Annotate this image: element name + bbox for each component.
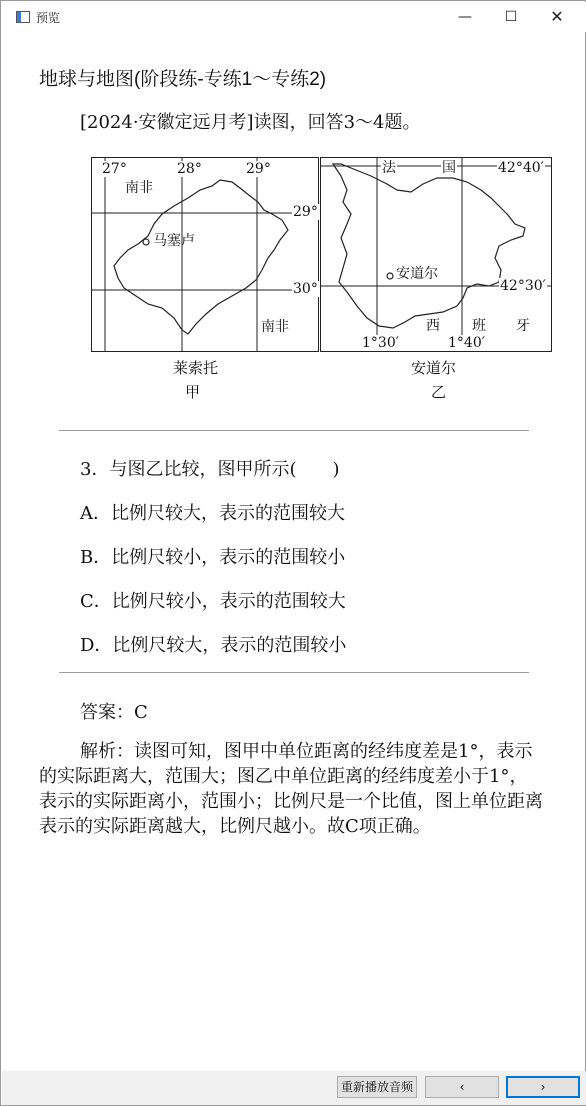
- separator: [59, 430, 529, 431]
- window-title: 预览: [36, 11, 61, 25]
- app-icon: [16, 11, 30, 23]
- caption-andorra: 安道尔: [411, 359, 457, 377]
- footer-bar: [2, 1071, 586, 1105]
- label-south-africa-top: 南非: [125, 180, 153, 196]
- question-stem: 3．与图乙比较，图甲所示( ): [80, 459, 340, 480]
- label-france-a: 法: [382, 160, 396, 176]
- answer-text: 答案：C: [80, 702, 148, 723]
- label-lat-42-30: 42°30′: [500, 278, 546, 294]
- maximize-button[interactable]: ☐: [504, 9, 518, 25]
- label-lon-28: 28°: [177, 161, 202, 177]
- label-lat-30: 30°: [293, 281, 318, 297]
- replay-audio-button[interactable]: 重新播放音频: [337, 1076, 417, 1098]
- option-c[interactable]: C．比例尺较小，表示的范围较大: [80, 591, 346, 612]
- label-lat-29: 29°: [293, 204, 318, 220]
- label-lon-27: 27°: [102, 161, 127, 177]
- minimize-button[interactable]: —: [458, 9, 472, 25]
- next-button[interactable]: ›: [506, 1076, 580, 1098]
- label-spain-a: 西: [426, 318, 440, 334]
- option-d[interactable]: D．比例尺较大，表示的范围较小: [80, 635, 347, 656]
- label-south-africa-bottom: 南非: [261, 319, 289, 335]
- map-andorra: [320, 157, 552, 352]
- separator: [59, 672, 529, 673]
- document-content: [1, 32, 586, 1072]
- label-france-b: 国: [442, 160, 456, 176]
- label-andorra-city: 安道尔: [396, 266, 438, 282]
- page-heading: 地球与地图(阶段练-专练1～专练2): [39, 69, 327, 90]
- label-lon-1-40: 1°40′: [448, 335, 485, 351]
- title-bar: [2, 2, 586, 32]
- label-maseru: 马塞卢: [153, 233, 195, 249]
- question-intro: [2024·安徽定远月考]读图，回答3～4题。: [80, 112, 421, 133]
- analysis-text: 解析：读图可知，图甲中单位距离的经纬度差是1°，表示的实际距离大，范围大；图乙中单位距离的经纬度差小于1°，表示的实际距离小，范围小；比例尺是一个比值，图上单位距离表示的实际距离越大，比例尺越小。故C项正确。: [39, 741, 543, 837]
- caption-jia: 甲: [185, 383, 201, 401]
- label-lon-29: 29°: [246, 161, 271, 177]
- map-figure: [91, 157, 553, 407]
- label-spain-c: 牙: [516, 318, 530, 334]
- label-lat-42-40: 42°40′: [498, 160, 544, 176]
- map-lesotho: [91, 157, 319, 352]
- label-lon-1-30: 1°30′: [362, 335, 399, 351]
- caption-yi: 乙: [431, 383, 447, 401]
- label-spain-b: 班: [472, 318, 486, 334]
- close-button[interactable]: ✕: [550, 7, 564, 26]
- option-b[interactable]: B．比例尺较小，表示的范围较小: [80, 547, 346, 568]
- previous-button[interactable]: ‹: [425, 1076, 499, 1098]
- option-a[interactable]: A．比例尺较大，表示的范围较大: [80, 503, 345, 524]
- caption-lesotho: 莱索托: [173, 359, 219, 377]
